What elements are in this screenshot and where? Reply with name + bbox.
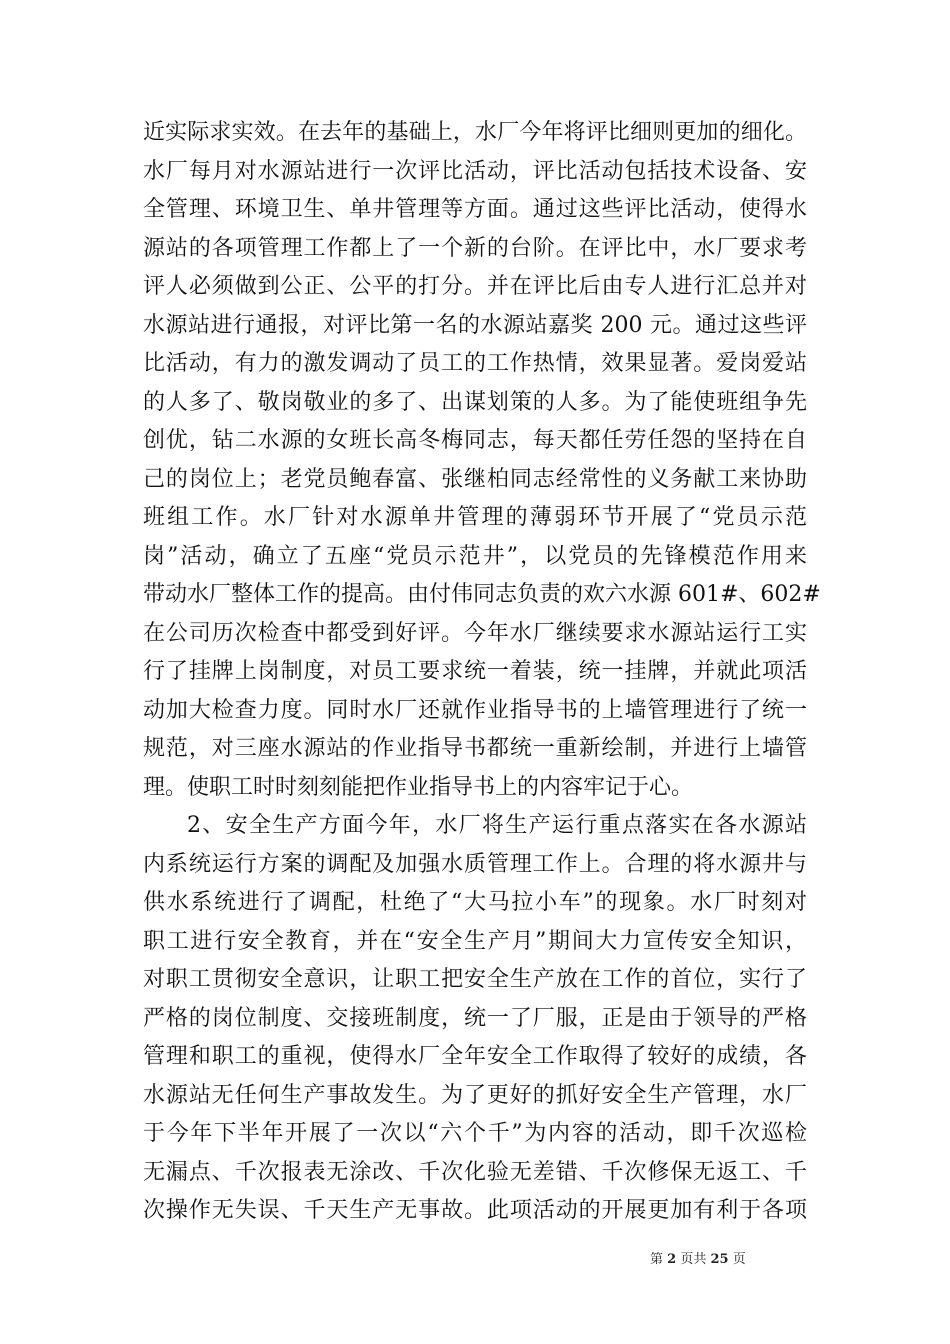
text-line: 无漏点、千次报表无涂改、千次化验无差错、千次修保无返工、千 (143, 1159, 807, 1185)
text-line: 内系统运行方案的调配及加强水质管理工作上。合理的将水源井与 (143, 851, 807, 877)
text-line: 于今年下半年开展了一次以“六个千”为内容的活动，即千次巡检 (143, 1121, 807, 1146)
text-line: 管理和职工的重视，使得水厂全年安全工作取得了较好的成绩，各 (143, 1044, 807, 1069)
text-line: 带动水厂整体工作的提高。由付伟同志负责的欢六水源 601#、602# (143, 582, 821, 607)
text-line: 岗”活动，确立了五座“党员示范井”，以党员的先锋模范作用来 (143, 543, 807, 569)
text-line: 在公司历次检查中都受到好评。今年水厂继续要求水源站运行工实 (143, 620, 807, 646)
text-line: 创优，钻二水源的女班长高冬梅同志，每天都任劳任怨的坚持在自 (143, 428, 807, 453)
text-line: 比活动，有力的激发调动了员工的工作热情，效果显著。爱岗爱站 (143, 351, 807, 376)
footer-suffix: 页 (732, 1252, 746, 1267)
text-line: 动加大检查力度。同时水厂还就作业指导书的上墙管理进行了统一 (143, 697, 807, 723)
paragraph-start-line: 2、安全生产方面今年，水厂将生产运行重点落实在各水源站 (187, 813, 807, 838)
text-line: 评人必须做到公正、公平的打分。并在评比后由专人进行汇总并对 (143, 274, 807, 299)
body-text (143, 114, 821, 1231)
footer-middle: 页共 (680, 1252, 707, 1267)
text-line: 的人多了、敬岗敬业的多了、出谋划策的人多。为了能使班组争先 (143, 389, 807, 415)
text-line: 规范，对三座水源站的作业指导书都统一重新绘制，并进行上墙管 (143, 736, 807, 761)
footer-prefix: 第 (650, 1252, 664, 1267)
text-line: 水源站无任何生产事故发生。为了更好的抓好安全生产管理，水厂 (143, 1082, 807, 1108)
text-line: 水源站进行通报，对评比第一名的水源站嘉奖 200 元。通过这些评 (143, 312, 807, 338)
page-number-footer (650, 1248, 850, 1267)
text-line: 行了挂牌上岗制度，对员工要求统一着装，统一挂牌，并就此项活 (143, 659, 807, 684)
current-page-number: 2 (667, 1252, 677, 1267)
text-line: 己的岗位上；老党员鲍春富、张继柏同志经常性的义务献工来协助 (143, 466, 807, 492)
text-line: 严格的岗位制度、交接班制度，统一了厂服，正是由于领导的严格 (143, 1005, 807, 1031)
text-line: 水厂每月对水源站进行一次评比活动，评比活动包括技术设备、安 (143, 158, 807, 184)
text-line: 次操作无失误、千天生产无事故。此项活动的开展更加有利于各项 (143, 1198, 807, 1223)
text-line: 班组工作。水厂针对水源单井管理的薄弱环节开展了“党员示范 (143, 505, 807, 530)
text-line: 源站的各项管理工作都上了一个新的台阶。在评比中，水厂要求考 (143, 235, 807, 261)
text-line: 职工进行安全教育，并在“安全生产月”期间大力宣传安全知识， (143, 928, 807, 954)
text-line: 理。使职工时时刻刻能把作业指导书上的内容牢记于心。 (143, 774, 694, 800)
text-line: 全管理、环境卫生、单井管理等方面。通过这些评比活动，使得水 (143, 197, 807, 222)
total-page-count: 25 (710, 1252, 729, 1267)
text-line: 近实际求实效。在去年的基础上，水厂今年将评比细则更加的细化。 (143, 120, 807, 145)
text-line: 供水系统进行了调配，杜绝了“大马拉小车”的现象。水厂时刻对 (143, 890, 807, 915)
text-line: 对职工贯彻安全意识，让职工把安全生产放在工作的首位，实行了 (143, 967, 807, 992)
